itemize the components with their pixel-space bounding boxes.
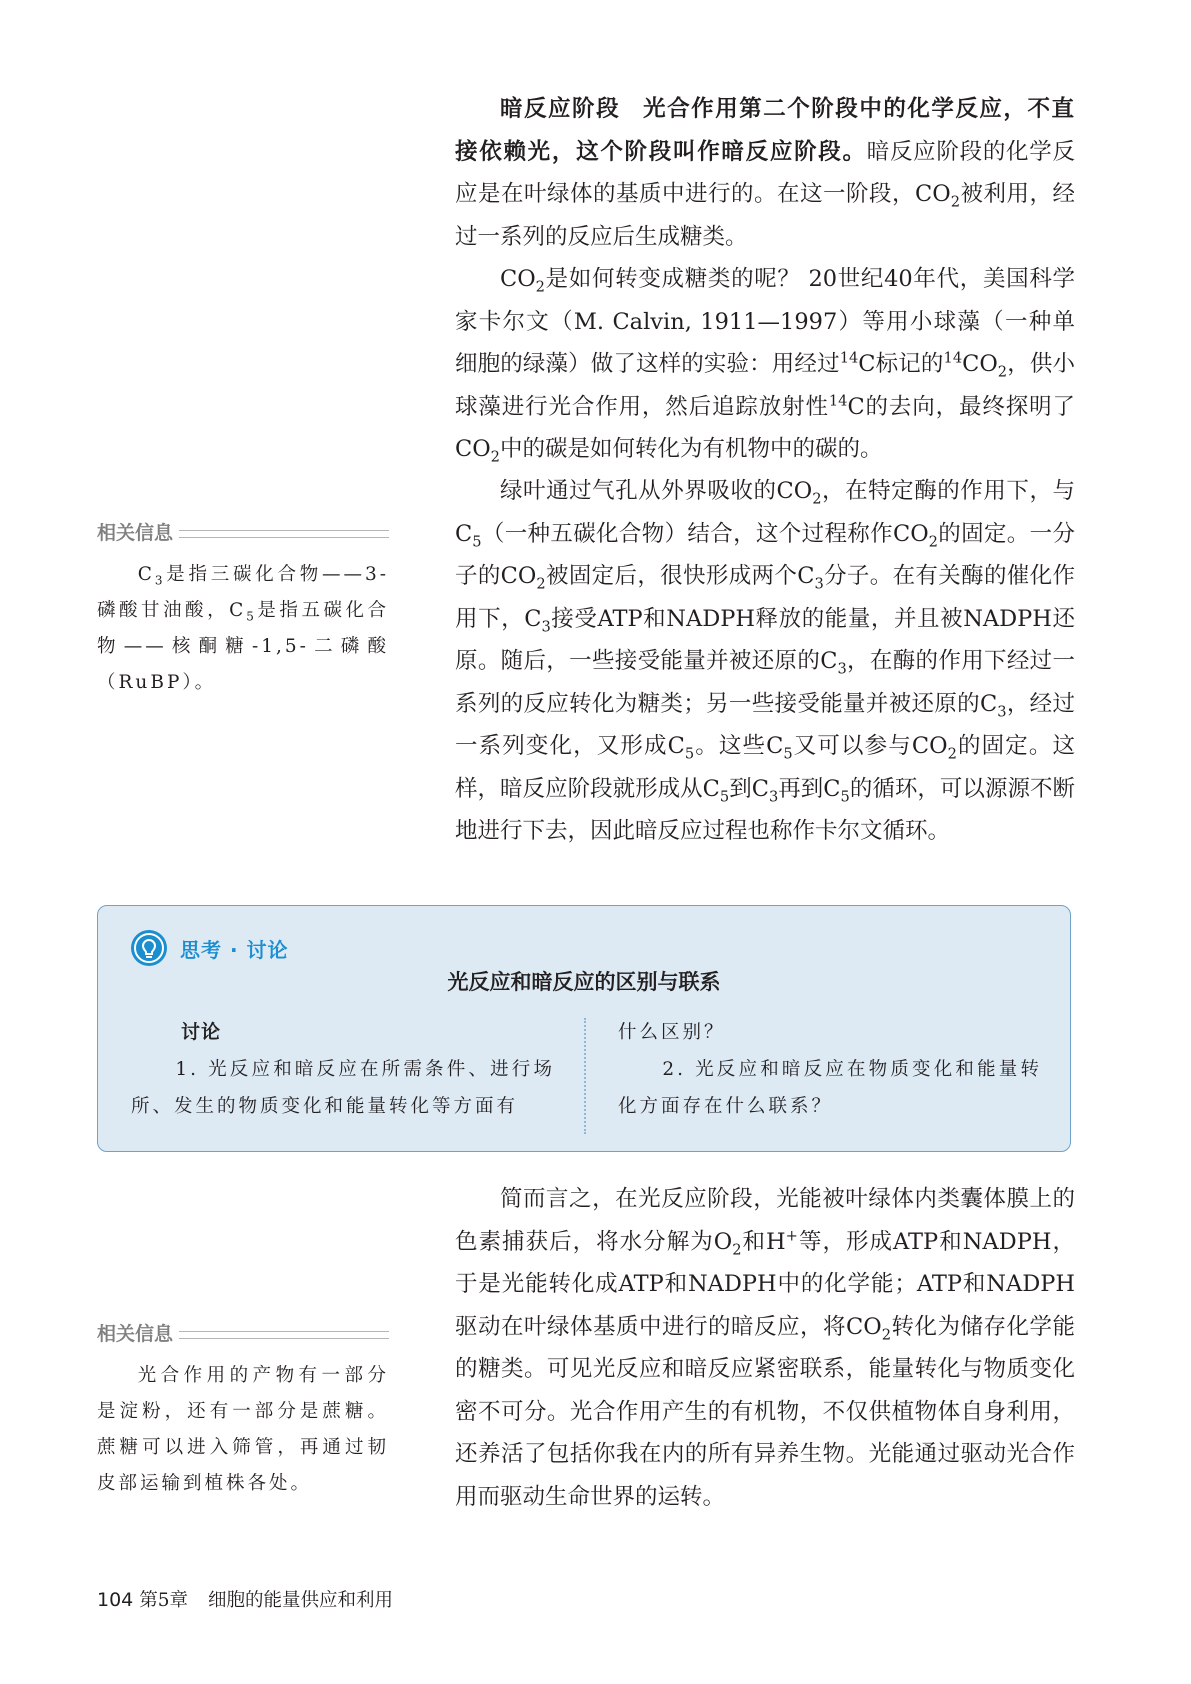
text-segment: 。这些C	[694, 733, 784, 759]
text-segment: 是指三碳化合物——3-磷酸甘油酸，C	[97, 564, 389, 621]
sidebar-title: 相关信息	[97, 521, 174, 544]
question-2: 2. 光反应和暗反应在物质变化和能量转化方面存在什么联系？	[618, 1059, 1042, 1117]
text-segment: 2	[881, 1326, 891, 1343]
text-segment: 3	[997, 703, 1007, 720]
text-segment: 又可以参与CO	[792, 733, 948, 759]
text-segment: ，在特定酶的作用下，与C	[455, 478, 1075, 547]
text-segment: C	[137, 564, 155, 585]
question-1-continued: 什么区别？	[618, 1022, 726, 1043]
text-segment: 2	[536, 575, 546, 593]
sidebar-related-info-1	[97, 517, 389, 701]
key-definition: 光合作用第二个阶段中的化学反应，不直接依赖光，这个阶段叫作暗反应阶段。	[455, 96, 1075, 165]
page-footer	[97, 1586, 393, 1612]
text-segment: 5	[840, 788, 850, 805]
question-1: 1. 光反应和暗反应在所需条件、进行场所、发生的物质变化和能量转化等方面有	[131, 1059, 555, 1117]
text-segment: 和H	[741, 1228, 786, 1255]
discussion-right-column	[618, 1014, 1042, 1125]
sidebar-header	[97, 1318, 389, 1346]
sidebar-title: 相关信息	[97, 1322, 174, 1345]
text-segment: 5	[684, 745, 695, 763]
chapter-number: 第5章	[139, 1590, 189, 1611]
think-discuss-label: 思考 · 讨论	[180, 938, 289, 962]
paragraph-summary	[455, 1178, 1075, 1518]
text-segment: 再到C	[778, 775, 841, 802]
column-divider	[584, 1018, 586, 1134]
text-segment: ，在酶的作用下经过一系列的反应转化为糖类；另一些接受能量并被还原的C	[455, 648, 1075, 717]
discussion-title: 光反应和暗反应的区别与联系	[447, 970, 721, 994]
rich-text	[455, 1178, 1075, 1518]
sidebar-rule	[179, 1331, 389, 1339]
text-segment: 5	[472, 533, 482, 550]
text-segment: 分子。在有关酶的催化作用下，C	[455, 563, 1075, 632]
text-segment: ，经过一系列变化，又形成C	[455, 690, 1075, 759]
text-segment: 2	[732, 1241, 742, 1258]
paragraph-calvin-cycle	[455, 470, 1075, 853]
discuss-heading: 讨论	[181, 1021, 222, 1043]
text-segment: 的固定。一分子的CO	[455, 520, 1075, 589]
discussion-box	[97, 905, 1071, 1152]
rich-text	[455, 470, 1075, 853]
text-segment: 到C	[729, 775, 769, 802]
text-segment: 3	[154, 573, 166, 588]
text-segment: 绿叶通过气孔从外界吸收的CO	[500, 478, 813, 504]
text-segment: 被固定后，很快形成两个C	[545, 563, 815, 589]
paragraph-dark-reaction-intro: 暗反应阶段 光合作用第二个阶段中的化学反应，不直接依赖光，这个阶段叫作暗反应阶段。暗反应阶段的化学反应是在叶绿体的基质中进行的。在这一阶段，$CO_2$被利用，经过一系列的反应后生成糖类。	[455, 96, 1075, 250]
text-segment: 3	[768, 788, 779, 805]
text-segment: 3	[837, 660, 847, 678]
sidebar-header	[97, 517, 389, 545]
sidebar-related-info-2	[97, 1318, 389, 1502]
text-segment: 5	[719, 788, 730, 805]
discussion-left-column	[131, 1014, 555, 1125]
text-segment: 5	[246, 609, 257, 624]
sidebar-body: 光合作用的产物有一部分是淀粉，还有一部分是蔗糖。蔗糖可以进入筛管，再通过韧皮部运输到植株各处。	[97, 1365, 389, 1494]
text-segment: 2	[928, 533, 938, 550]
text-segment: +	[785, 1227, 798, 1244]
lightbulb-head-icon	[131, 930, 167, 966]
sidebar-body	[97, 557, 389, 701]
text-segment: 2	[812, 490, 822, 508]
chapter-title: 细胞的能量供应和利用	[208, 1590, 394, 1611]
text-segment: 转化为储存化学能的糖类。可见光反应和暗反应紧密联系，能量转化与物质变化密不可分。光合作用产生的有机物，不仅供植物体自身利用，还养活了包括你我在内的所有异养生物。光能通过驱动光合作用而驱动生命世界的运转。	[455, 1313, 1075, 1510]
section-heading: 暗反应阶段	[500, 96, 621, 122]
text-segment: 3	[541, 618, 551, 635]
page-number: 104	[97, 1589, 134, 1611]
paragraph-calvin-experiment: $CO_2$是如何转变成糖类的呢？ 20世纪40年代，美国科学家卡尔文（M. Calvin, 1911—1997）等用小球藻（一种单细胞的绿藻）做了这样的实验：用经过$^{14}$C标记的$^{14}CO_2$，供小球藻进行光合作用，然后追踪放射性$^{14}$C的去向，最终探明了$CO_2$中的碳是如何转化为有机物中的碳的。	[455, 266, 1075, 466]
text-segment: 的固定。这样，暗反应阶段就形成从C	[455, 733, 1075, 802]
text-segment: 是指五碳化合物——核酮糖-1,5-二磷酸（RuBP）。	[97, 600, 389, 693]
text-segment: 5	[783, 745, 793, 763]
sidebar-rule	[179, 530, 389, 538]
text-segment: 接受ATP和NADPH释放的能量，并且被NADPH还原。随后，一些接受能量并被还原的C	[455, 605, 1076, 674]
text-segment: （一种五碳化合物）结合，这个过程称作CO	[481, 520, 929, 547]
text-segment: 等，形成ATP和NADPH，于是光能转化成ATP和NADPH中的化学能；ATP和NADPH驱动在叶绿体基质中进行的暗反应，将CO	[455, 1228, 1076, 1340]
text-segment: 2	[947, 745, 957, 763]
text-segment: 的循环，可以源源不断地进行下去，因此暗反应过程也称作卡尔文循环。	[455, 775, 1075, 844]
text-segment: 简而言之，在光反应阶段，光能被叶绿体内类囊体膜上的色素捕获后，将水分解为O	[455, 1186, 1075, 1255]
text-segment: 3	[814, 575, 824, 593]
